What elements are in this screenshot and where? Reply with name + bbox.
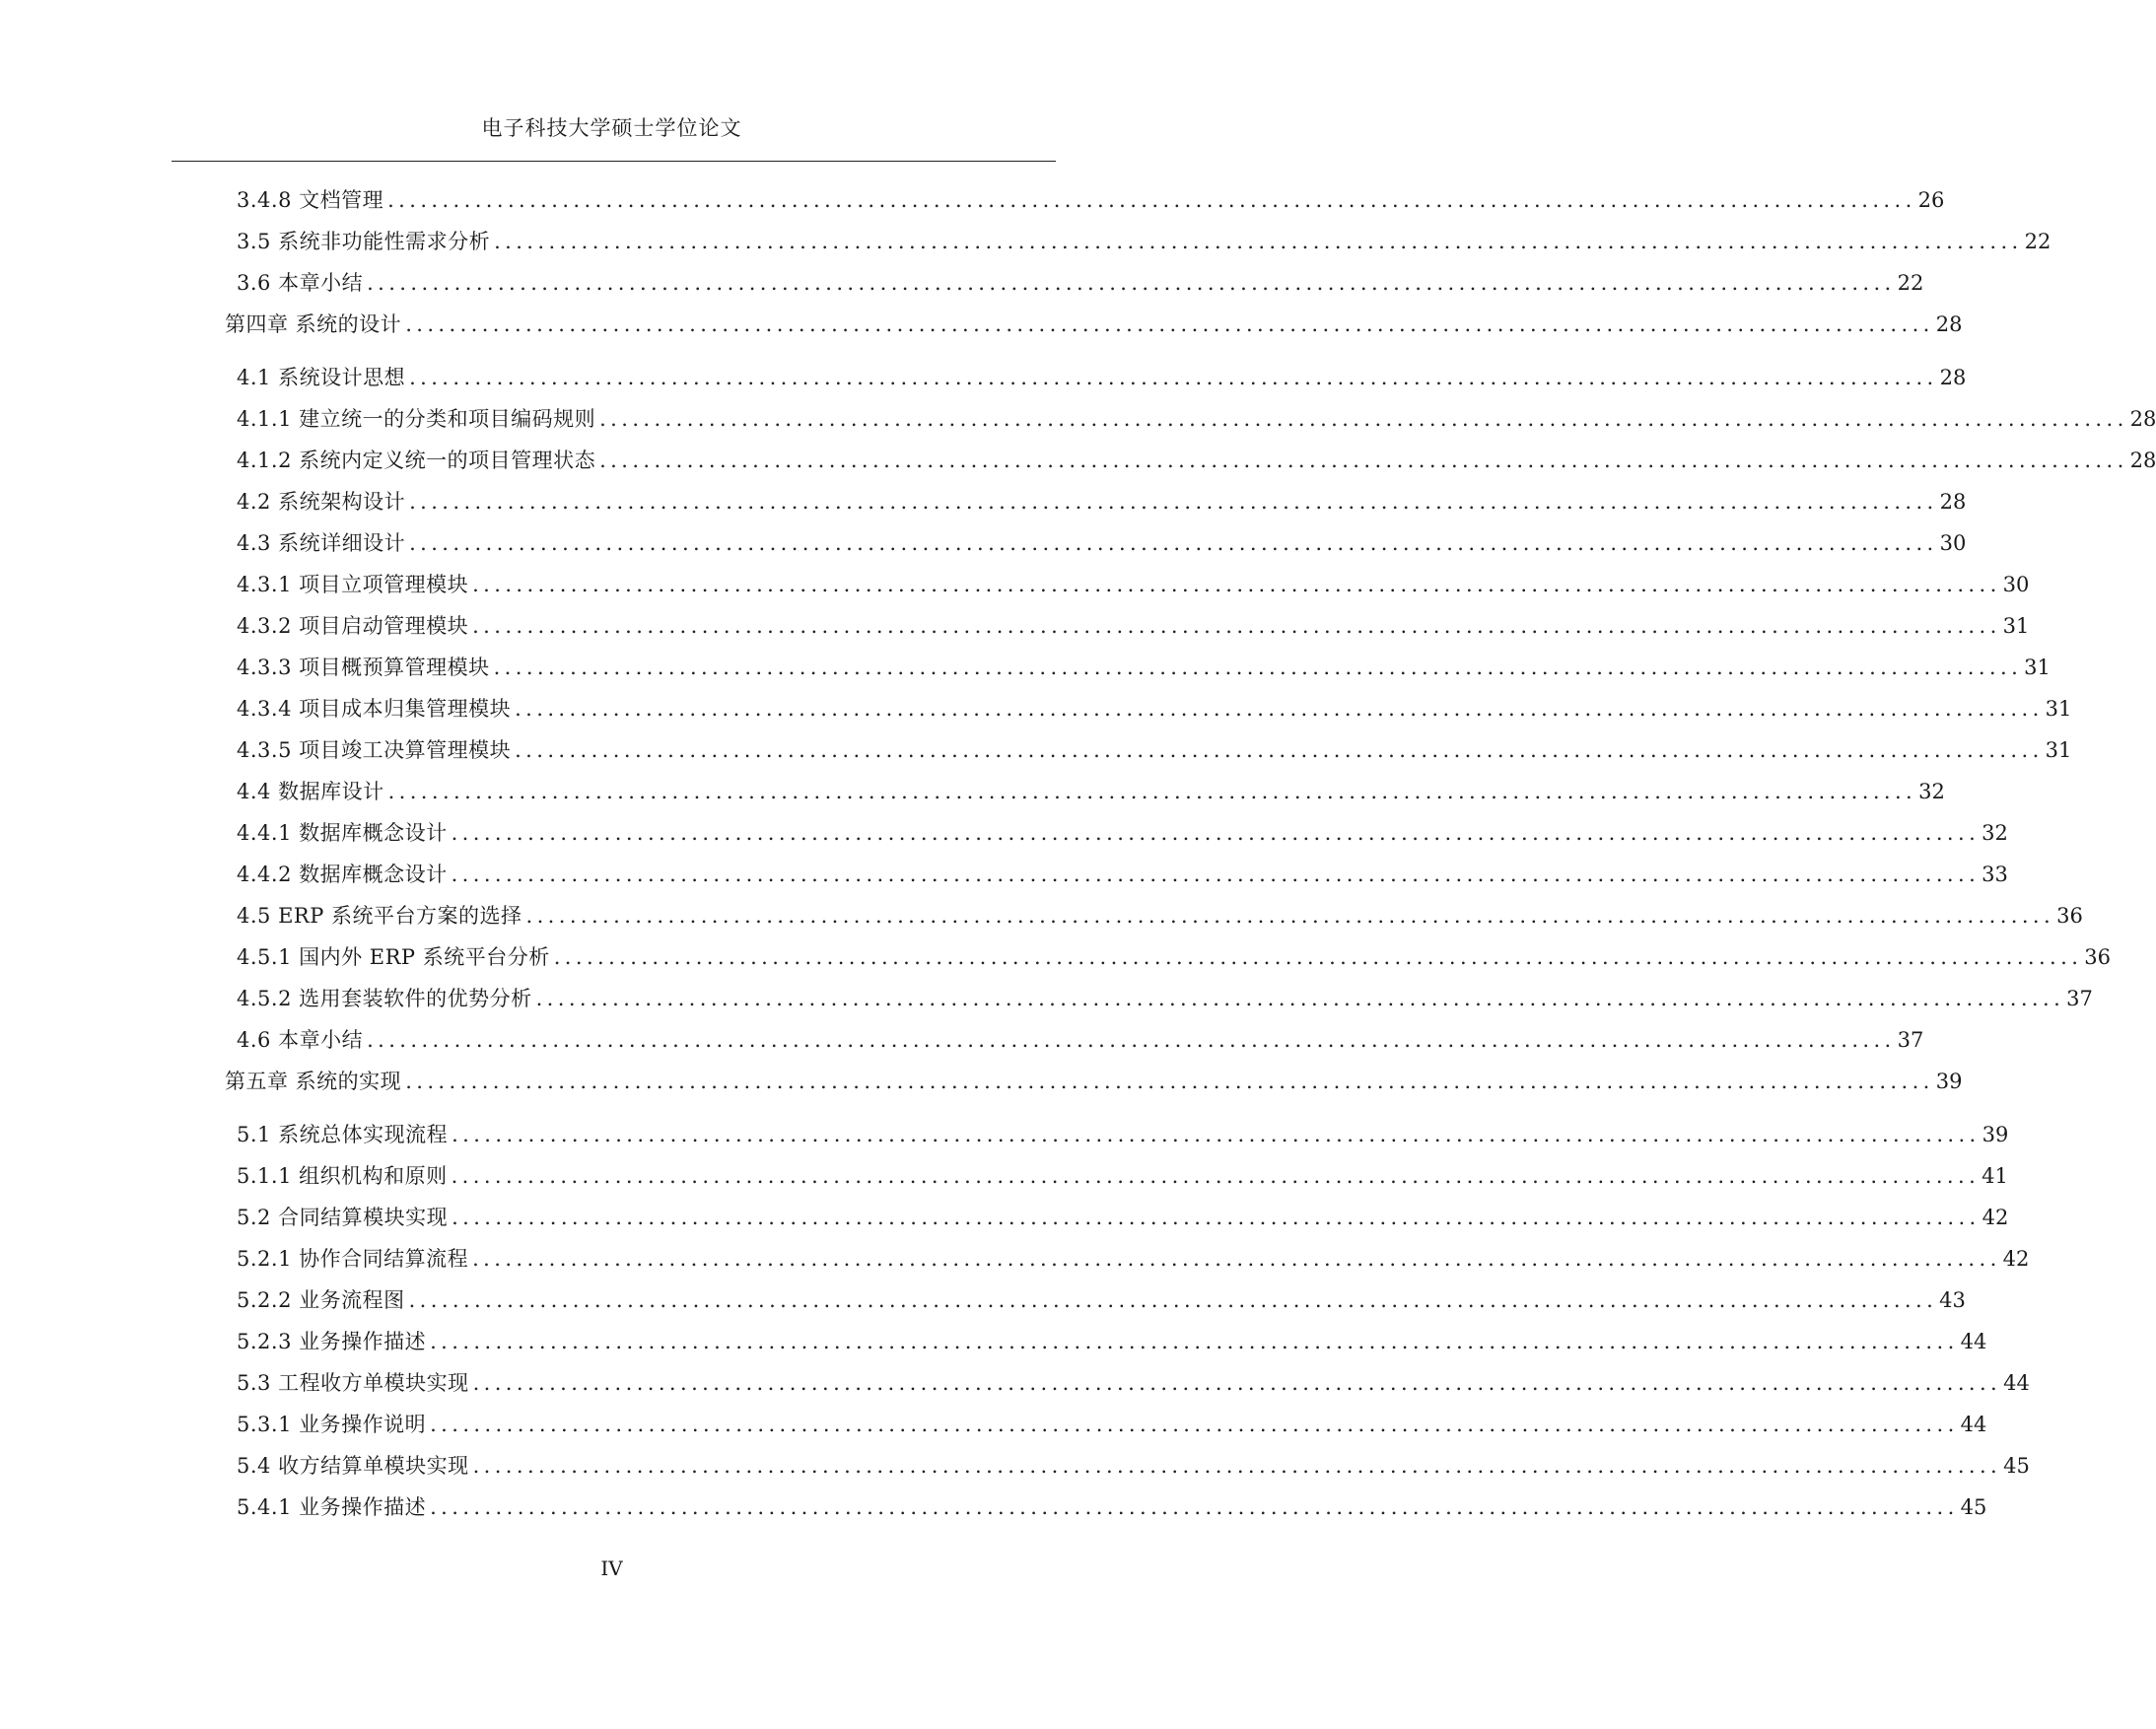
toc-leader-dots: ............................................................................................................................................: [430, 1495, 1959, 1519]
toc-entry[interactable]: [237, 1025, 1924, 1055]
toc-leader-dots: ............................................................................................................................................: [430, 1330, 1959, 1353]
toc-entry-title: 4.5.1 国内外 ERP 系统平台分析: [237, 945, 550, 969]
toc-leader-dots: ............................................................................................................................................: [409, 366, 1938, 389]
toc-leader-dots: ............................................................................................................................................: [387, 780, 1917, 803]
toc-entry-page: 32: [1918, 780, 1945, 803]
toc-entry-page: 39: [1935, 1070, 1963, 1093]
toc-entry-title: 4.3.3 项目概预算管理模块: [237, 656, 490, 679]
toc-entry-page: 39: [1982, 1123, 2009, 1146]
toc-entry[interactable]: [237, 528, 1967, 558]
toc-leader-dots: ............................................................................................................................................: [599, 407, 2128, 431]
toc-entry-page: 28: [1939, 490, 1967, 514]
toc-leader-dots: ............................................................................................................................................: [553, 945, 2083, 969]
toc-leader-dots: ............................................................................................................................................: [515, 738, 2044, 762]
toc-leader-dots: ............................................................................................................................................: [472, 1454, 2002, 1478]
page-number: IV: [600, 1556, 623, 1580]
toc-entry[interactable]: [237, 1203, 2009, 1232]
toc-leader-dots: ............................................................................................................................................: [430, 1413, 1959, 1436]
toc-entry-title: 4.6 本章小结: [237, 1028, 364, 1052]
toc-leader-dots: ............................................................................................................................................: [452, 1123, 1981, 1146]
toc-entry-page: 36: [2056, 904, 2083, 928]
toc-entry-title: 5.3.1 业务操作说明: [237, 1413, 427, 1436]
toc-entry[interactable]: [237, 611, 2030, 641]
toc-leader-dots: ............................................................................................................................................: [472, 573, 2001, 596]
toc-entry-title: 4.3.5 项目竣工决算管理模块: [237, 738, 512, 762]
toc-entry[interactable]: [237, 1368, 2030, 1398]
toc-entry[interactable]: [237, 363, 1967, 392]
toc-entry-page: 26: [1917, 188, 1945, 212]
toc-entry-page: 31: [2045, 697, 2072, 721]
toc-entry-page: 37: [2066, 987, 2093, 1010]
toc-entry[interactable]: [237, 942, 2112, 972]
toc-entry[interactable]: [237, 1161, 2008, 1191]
toc-entry[interactable]: [237, 268, 1924, 298]
toc-leader-dots: ............................................................................................................................................: [494, 230, 2023, 253]
toc-entry-page: 33: [1982, 863, 2008, 886]
toc-entry[interactable]: [237, 570, 2030, 599]
toc-entry-page: 31: [2045, 738, 2072, 762]
toc-entry-page: 22: [2024, 230, 2052, 253]
toc-entry-title: 4.3.1 项目立项管理模块: [237, 573, 469, 596]
toc-entry[interactable]: [237, 984, 2093, 1013]
toc-entry-title: 5.2.3 业务操作描述: [237, 1330, 427, 1353]
toc-entry-title: 5.4.1 业务操作描述: [237, 1495, 427, 1519]
toc-entry[interactable]: [237, 1120, 2009, 1149]
toc-leader-dots: ............................................................................................................................................: [472, 614, 2001, 638]
toc-entry[interactable]: [237, 404, 2156, 434]
toc-entry-page: 28: [2129, 407, 2156, 431]
toc-entry-page: 22: [1897, 271, 1924, 295]
toc-leader-dots: ............................................................................................................................................: [409, 531, 1938, 555]
toc-leader-dots: ............................................................................................................................................: [525, 904, 2055, 928]
toc-entry[interactable]: [225, 310, 1963, 339]
page-header-title: 电子科技大学硕士学位论文: [481, 116, 742, 140]
toc-entry-page: 28: [1939, 366, 1967, 389]
toc-entry[interactable]: [237, 735, 2072, 765]
toc-entry-page: 28: [1935, 312, 1963, 336]
toc-leader-dots: ............................................................................................................................................: [452, 1206, 1981, 1229]
toc-entry-page: 44: [1960, 1413, 1987, 1436]
toc-entry-title: 4.3.4 项目成本归集管理模块: [237, 697, 512, 721]
toc-entry-page: 44: [1960, 1330, 1987, 1353]
toc-entry-page: 30: [1939, 531, 1967, 555]
toc-entry-page: 28: [2129, 449, 2156, 472]
toc-entry[interactable]: [237, 653, 2051, 682]
toc-entry[interactable]: [237, 1410, 1987, 1439]
toc-entry[interactable]: [225, 1067, 1963, 1096]
toc-entry-title: 5.2 合同结算模块实现: [237, 1206, 449, 1229]
toc-entry[interactable]: [237, 1244, 2030, 1274]
toc-leader-dots: ............................................................................................................................................: [451, 863, 1981, 886]
toc-entry-page: 42: [2002, 1247, 2030, 1271]
toc-leader-dots: ............................................................................................................................................: [472, 1371, 2002, 1395]
toc-entry-title: 5.2.2 业务流程图: [237, 1288, 405, 1312]
toc-entry[interactable]: [237, 777, 1945, 806]
toc-entry-title: 第四章 系统的设计: [225, 312, 402, 336]
toc-entry[interactable]: [237, 1327, 1987, 1356]
toc-entry-title: 4.5.2 选用套装软件的优势分析: [237, 987, 532, 1010]
toc-entry[interactable]: [237, 860, 2008, 889]
toc-entry[interactable]: [237, 694, 2072, 724]
toc-leader-dots: ............................................................................................................................................: [387, 188, 1916, 212]
toc-entry-page: 31: [2002, 614, 2030, 638]
toc-leader-dots: ............................................................................................................................................: [493, 656, 2023, 679]
toc-entry-title: 5.3 工程收方单模块实现: [237, 1371, 469, 1395]
toc-entry-title: 4.5 ERP 系统平台方案的选择: [237, 904, 522, 928]
toc-leader-dots: ............................................................................................................................................: [451, 821, 1981, 845]
toc-entry-title: 3.6 本章小结: [237, 271, 364, 295]
toc-entry[interactable]: [237, 227, 2052, 256]
toc-leader-dots: ............................................................................................................................................: [405, 312, 1934, 336]
toc-entry-page: 36: [2084, 945, 2112, 969]
toc-leader-dots: ............................................................................................................................................: [405, 1070, 1934, 1093]
toc-entry-page: 37: [1897, 1028, 1924, 1052]
toc-entry[interactable]: [237, 185, 1945, 215]
toc-leader-dots: ............................................................................................................................................: [599, 449, 2128, 472]
toc-leader-dots: ............................................................................................................................................: [408, 1288, 1938, 1312]
toc-entry-page: 42: [1982, 1206, 2009, 1229]
toc-entry-page: 43: [1939, 1288, 1966, 1312]
toc-entry-title: 5.1.1 组织机构和原则: [237, 1164, 448, 1188]
toc-entry-title: 4.3.2 项目启动管理模块: [237, 614, 469, 638]
toc-entry-title: 5.4 收方结算单模块实现: [237, 1454, 469, 1478]
toc-entry-title: 4.2 系统架构设计: [237, 490, 406, 514]
toc-leader-dots: ............................................................................................................................................: [451, 1164, 1981, 1188]
toc-entry-title: 3.4.8 文档管理: [237, 188, 384, 212]
toc-entry-page: 30: [2002, 573, 2030, 596]
toc-entry-page: 45: [2003, 1454, 2030, 1478]
toc-entry[interactable]: [237, 1451, 2030, 1481]
toc-leader-dots: ............................................................................................................................................: [472, 1247, 2001, 1271]
toc-entry-page: 31: [2024, 656, 2051, 679]
toc-leader-dots: ............................................................................................................................................: [367, 1028, 1896, 1052]
toc-entry-title: 4.1.2 系统内定义统一的项目管理状态: [237, 449, 596, 472]
toc-entry[interactable]: [237, 901, 2083, 931]
toc-entry-page: 41: [1982, 1164, 2008, 1188]
toc-entry[interactable]: [237, 487, 1967, 517]
toc-entry[interactable]: [237, 818, 2008, 848]
toc-entry[interactable]: [237, 1285, 1966, 1315]
toc-leader-dots: ............................................................................................................................................: [409, 490, 1938, 514]
toc-entry-title: 4.4.1 数据库概念设计: [237, 821, 448, 845]
toc-leader-dots: ............................................................................................................................................: [367, 271, 1896, 295]
toc-leader-dots: ............................................................................................................................................: [535, 987, 2065, 1010]
toc-entry-title: 4.4.2 数据库概念设计: [237, 863, 448, 886]
toc-entry-page: 32: [1982, 821, 2008, 845]
toc-leader-dots: ............................................................................................................................................: [515, 697, 2044, 721]
toc-entry-title: 4.4 数据库设计: [237, 780, 384, 803]
toc-entry-title: 5.2.1 协作合同结算流程: [237, 1247, 469, 1271]
toc-entry[interactable]: [237, 446, 2156, 475]
toc-entry[interactable]: [237, 1492, 1987, 1522]
toc-entry-title: 5.1 系统总体实现流程: [237, 1123, 449, 1146]
toc-entry-page: 45: [1960, 1495, 1987, 1519]
toc-entry-title: 4.1.1 建立统一的分类和项目编码规则: [237, 407, 596, 431]
toc-entry-title: 第五章 系统的实现: [225, 1070, 402, 1093]
toc-entry-title: 3.5 系统非功能性需求分析: [237, 230, 491, 253]
toc-entry-title: 4.3 系统详细设计: [237, 531, 406, 555]
toc-entry-title: 4.1 系统设计思想: [237, 366, 406, 389]
toc-entry-page: 44: [2003, 1371, 2030, 1395]
